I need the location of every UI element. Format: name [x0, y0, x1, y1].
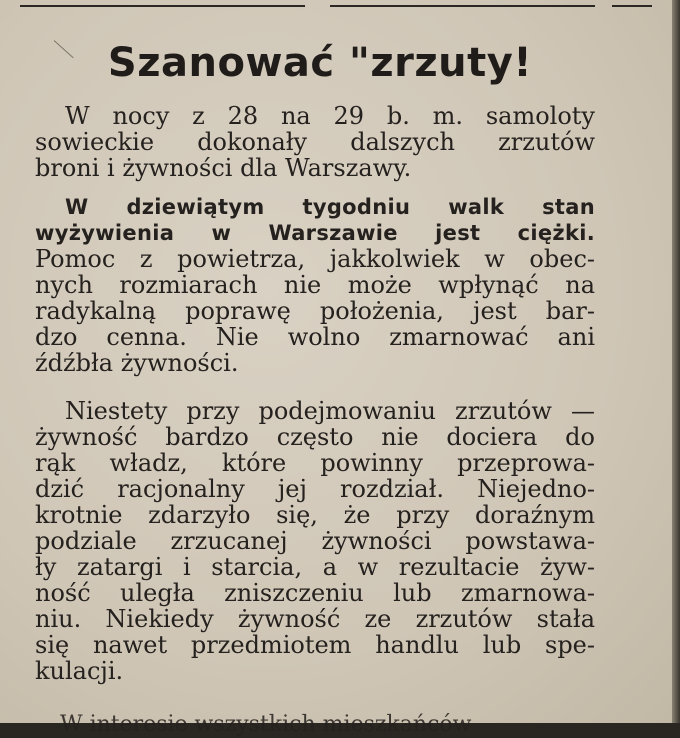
text-line: źdźbła żywności.	[35, 349, 239, 377]
text-line: podziale zrzucanej żywności powstawa-	[35, 527, 595, 555]
text-line: sowieckie dokonały dalszych zrzutów	[35, 128, 595, 156]
text-line: W nocy z 28 na 29 b. m. samoloty	[65, 102, 595, 130]
bold-text-line: W dziewiątym tygodniu walk stan	[65, 195, 595, 219]
text-line: dzo cenna. Nie wolno zmarnować ani	[35, 323, 595, 351]
text-line: niu. Niekiedy żywność ze zrzutów stała	[35, 605, 595, 633]
paragraph-2	[35, 194, 595, 376]
paragraph-3	[35, 398, 595, 684]
text-line: ły zatargi i starcia, a w rezultacie żyw-	[35, 553, 595, 581]
top-rule	[612, 5, 652, 7]
text-line: rąk władz, które powinny przeprowa-	[35, 449, 595, 477]
top-rule	[20, 5, 305, 7]
text-line: dzić racjonalny jej rozdział. Niejedno-	[35, 475, 595, 503]
headline: Szanować "zrzuty!	[107, 40, 533, 86]
paragraph-1	[35, 103, 595, 181]
bold-text-line: wyżywienia w Warszawie jest ciężki.	[35, 221, 595, 245]
text-line: Pomoc z powietrza, jakkolwiek w obec-	[35, 245, 595, 273]
cut-off-line: W interesie wszystkich mieszkańców	[60, 712, 472, 737]
text-line: Niestety przy podejmowaniu zrzutów —	[65, 397, 595, 425]
top-rule	[330, 5, 595, 7]
text-line: nych rozmiarach nie może wpłynąć na	[35, 271, 595, 299]
text-line: żywność bardzo często nie dociera do	[35, 423, 595, 451]
text-line: krotnie zdarzyło się, że przy doraźnym	[35, 501, 595, 529]
text-line: się nawet przedmiotem handlu lub spe-	[35, 631, 595, 659]
text-line: kulacji.	[35, 657, 124, 685]
clipping-edge-shadow	[672, 0, 680, 723]
text-line: ność uległa zniszczeniu lub zmarnowa-	[35, 579, 595, 607]
text-line: broni i żywności dla Warszawy.	[35, 154, 412, 182]
text-line: radykalną poprawę położenia, jest bar-	[35, 297, 595, 325]
